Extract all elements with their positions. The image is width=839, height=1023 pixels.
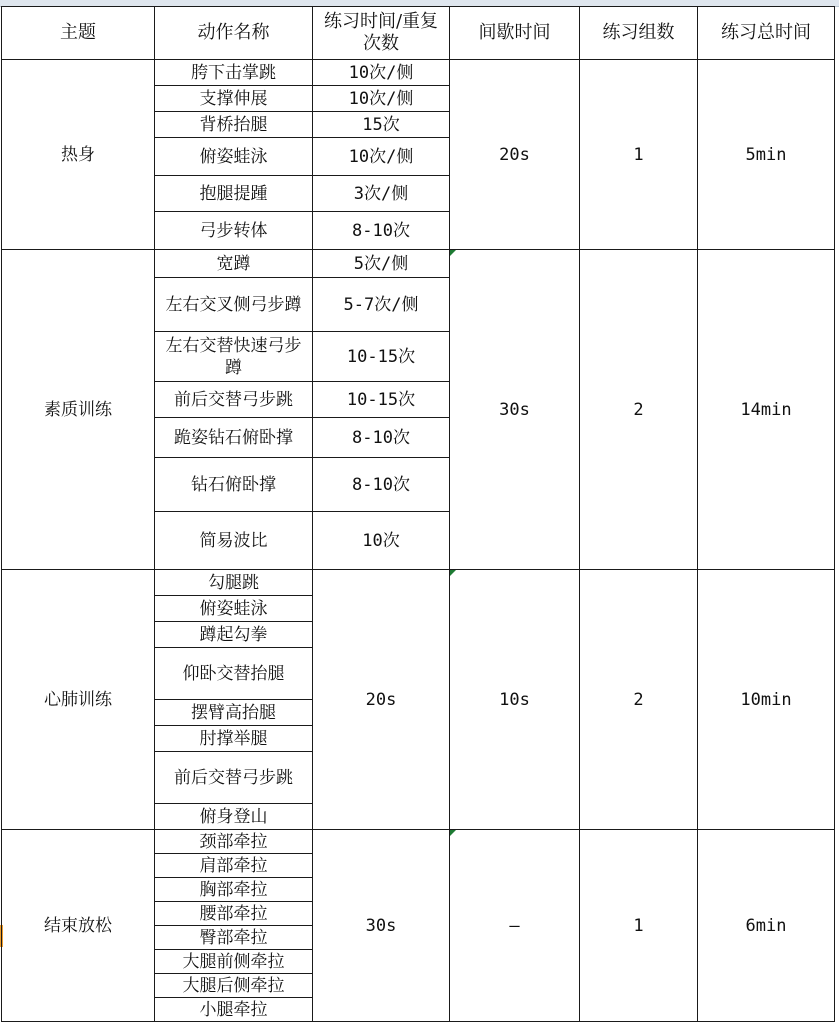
- header-theme[interactable]: 主题: [2, 7, 155, 60]
- rest-cell[interactable]: 20s: [450, 60, 580, 250]
- rest-value: 10s: [499, 689, 530, 710]
- exercise-cell[interactable]: 大腿后侧牵拉: [155, 974, 313, 998]
- exercise-cell[interactable]: 前后交替弓步跳: [155, 382, 313, 418]
- exercise-cell[interactable]: 俯姿蛙泳: [155, 138, 313, 176]
- sets-cell[interactable]: 2: [580, 570, 698, 830]
- reps-cell[interactable]: 5-7次/侧: [313, 278, 450, 332]
- rest-value: 30s: [499, 399, 530, 420]
- theme-cell[interactable]: 心肺训练: [2, 570, 155, 830]
- table-row: [2, 60, 835, 86]
- exercise-cell[interactable]: 弓步转体: [155, 212, 313, 250]
- sets-cell[interactable]: 1: [580, 830, 698, 1022]
- comment-indicator-icon: [450, 570, 456, 576]
- exercise-cell[interactable]: 跪姿钻石俯卧撑: [155, 418, 313, 458]
- exercise-cell[interactable]: 宽蹲: [155, 250, 313, 278]
- exercise-cell[interactable]: 左右交叉侧弓步蹲: [155, 278, 313, 332]
- exercise-cell[interactable]: 摆臂高抬腿: [155, 700, 313, 726]
- rest-cell[interactable]: [450, 250, 580, 570]
- exercise-cell[interactable]: 胯下击掌跳: [155, 60, 313, 86]
- header-total-time[interactable]: 练习总时间: [698, 7, 835, 60]
- exercise-cell[interactable]: 俯姿蛙泳: [155, 596, 313, 622]
- exercise-cell[interactable]: 前后交替弓步跳: [155, 752, 313, 804]
- header-sets[interactable]: 练习组数: [580, 7, 698, 60]
- reps-cell[interactable]: 3次/侧: [313, 176, 450, 212]
- work-time-cell[interactable]: 30s: [313, 830, 450, 1022]
- reps-cell[interactable]: 10次: [313, 512, 450, 570]
- table-row: [2, 570, 835, 596]
- reps-cell[interactable]: 10次/侧: [313, 138, 450, 176]
- comment-indicator-icon: [450, 830, 456, 836]
- reps-cell[interactable]: 10次/侧: [313, 86, 450, 112]
- reps-cell[interactable]: 10次/侧: [313, 60, 450, 86]
- sets-cell[interactable]: 2: [580, 250, 698, 570]
- theme-cell[interactable]: 结束放松: [2, 830, 155, 1022]
- header-work-time-reps[interactable]: 练习时间/重复次数: [313, 7, 450, 60]
- table-row: [2, 250, 835, 278]
- reps-cell[interactable]: 8-10次: [313, 458, 450, 512]
- work-time-cell[interactable]: 20s: [313, 570, 450, 830]
- training-plan-table: [1, 6, 835, 1022]
- header-rest-time[interactable]: 间歇时间: [450, 7, 580, 60]
- reps-cell[interactable]: 8-10次: [313, 212, 450, 250]
- rest-cell[interactable]: [450, 570, 580, 830]
- comment-indicator-icon: [450, 250, 456, 256]
- exercise-cell[interactable]: 背桥抬腿: [155, 112, 313, 138]
- exercise-cell[interactable]: 抱腿提踵: [155, 176, 313, 212]
- theme-cell[interactable]: 热身: [2, 60, 155, 250]
- exercise-cell[interactable]: 腰部牵拉: [155, 902, 313, 926]
- reps-cell[interactable]: 15次: [313, 112, 450, 138]
- exercise-cell[interactable]: 小腿牵拉: [155, 998, 313, 1022]
- exercise-cell[interactable]: 肘撑举腿: [155, 726, 313, 752]
- exercise-cell[interactable]: 支撑伸展: [155, 86, 313, 112]
- reps-cell[interactable]: 5次/侧: [313, 250, 450, 278]
- exercise-cell[interactable]: 简易波比: [155, 512, 313, 570]
- total-time-cell[interactable]: 6min: [698, 830, 835, 1022]
- rest-value: —: [509, 915, 520, 936]
- total-time-cell[interactable]: 10min: [698, 570, 835, 830]
- reps-cell[interactable]: 8-10次: [313, 418, 450, 458]
- exercise-cell[interactable]: 蹲起勾拳: [155, 622, 313, 648]
- total-time-cell[interactable]: 14min: [698, 250, 835, 570]
- rest-cell[interactable]: [450, 830, 580, 1022]
- table-row: [2, 830, 835, 854]
- exercise-cell[interactable]: 胸部牵拉: [155, 878, 313, 902]
- exercise-cell[interactable]: 仰卧交替抬腿: [155, 648, 313, 700]
- exercise-cell[interactable]: 钻石俯卧撑: [155, 458, 313, 512]
- header-exercise-name[interactable]: 动作名称: [155, 7, 313, 60]
- header-row: [2, 7, 835, 60]
- theme-cell[interactable]: 素质训练: [2, 250, 155, 570]
- exercise-cell[interactable]: 肩部牵拉: [155, 854, 313, 878]
- exercise-cell[interactable]: 勾腿跳: [155, 570, 313, 596]
- exercise-cell[interactable]: 颈部牵拉: [155, 830, 313, 854]
- exercise-cell[interactable]: 大腿前侧牵拉: [155, 950, 313, 974]
- exercise-cell[interactable]: 俯身登山: [155, 804, 313, 830]
- reps-cell[interactable]: 10-15次: [313, 332, 450, 382]
- reps-cell[interactable]: 10-15次: [313, 382, 450, 418]
- sets-cell[interactable]: 1: [580, 60, 698, 250]
- exercise-cell[interactable]: 臀部牵拉: [155, 926, 313, 950]
- exercise-cell[interactable]: 左右交替快速弓步蹲: [155, 332, 313, 382]
- total-time-cell[interactable]: 5min: [698, 60, 835, 250]
